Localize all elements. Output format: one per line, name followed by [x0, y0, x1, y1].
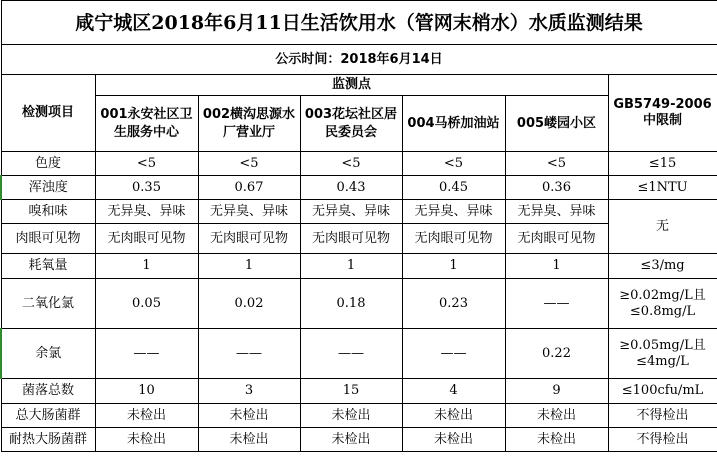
cell-limit: 不得检出: [608, 428, 717, 452]
row-item-label: 耐热大肠菌群: [1, 428, 95, 452]
row-item-label: 色度: [1, 152, 95, 176]
item-header: 检测项目: [1, 75, 95, 152]
cell-value: <5: [505, 152, 608, 176]
cell-value: <5: [95, 152, 198, 176]
table-row: [1, 379, 717, 404]
table-row: [1, 152, 717, 176]
cell-limit: 不得检出: [608, 404, 717, 428]
publish-time: 公示时间：2018年6月14日: [1, 45, 717, 75]
cell-value: 无肉眼可见物: [505, 224, 608, 254]
cell-value: 0.02: [198, 279, 300, 329]
cell-value: 无肉眼可见物: [198, 224, 300, 254]
row-item-label: 耗氧量: [1, 254, 95, 279]
cell-value: 未检出: [198, 428, 300, 452]
cell-value: 未检出: [505, 404, 608, 428]
row-item-label: 肉眼可见物: [1, 224, 95, 254]
table-row: [1, 279, 717, 329]
cell-value: ——: [505, 279, 608, 329]
cell-value: ——: [198, 329, 300, 379]
table-row: [1, 329, 717, 379]
row-item-label: 菌落总数: [1, 379, 95, 404]
cell-value: 无肉眼可见物: [402, 224, 505, 254]
cell-value: 3: [198, 379, 300, 404]
cell-value: 4: [402, 379, 505, 404]
cell-value: 0.36: [505, 176, 608, 200]
cell-value: 1: [198, 254, 300, 279]
site-header-2: 002横沟思源水厂营业厅: [198, 96, 300, 152]
cell-value: <5: [402, 152, 505, 176]
row-item-label: 浑浊度: [1, 176, 95, 200]
cell-value: 无异臭、异味: [198, 200, 300, 224]
cell-value: ——: [300, 329, 402, 379]
cell-limit: ≥0.05mg/L且≤4mg/L: [608, 329, 717, 379]
cell-value: 0.45: [402, 176, 505, 200]
cell-limit: ≥0.02mg/L且≤0.8mg/L: [608, 279, 717, 329]
cell-limit-merged: 无: [608, 200, 717, 254]
cell-value: 0.18: [300, 279, 402, 329]
row-item-label: 余氯: [1, 329, 95, 379]
cell-value: 1: [402, 254, 505, 279]
cell-value: 1: [300, 254, 402, 279]
table-row: [1, 428, 717, 452]
table-row: [1, 176, 717, 200]
cell-value: <5: [300, 152, 402, 176]
site-header-4: 004马桥加油站: [402, 96, 505, 152]
cell-value: 无肉眼可见物: [300, 224, 402, 254]
cell-value: 无肉眼可见物: [95, 224, 198, 254]
cell-value: 未检出: [402, 404, 505, 428]
cell-value: 未检出: [95, 404, 198, 428]
cell-value: 10: [95, 379, 198, 404]
cell-value: ——: [402, 329, 505, 379]
page-title: 咸宁城区2018年6月11日生活饮用水（管网末梢水）水质监测结果: [1, 1, 717, 45]
cell-value: 未检出: [198, 404, 300, 428]
cell-value: 未检出: [95, 428, 198, 452]
cell-value: 0.23: [402, 279, 505, 329]
cell-value: 0.67: [198, 176, 300, 200]
cell-value: 无异臭、异味: [300, 200, 402, 224]
cell-limit: ≤1NTU: [608, 176, 717, 200]
cell-value: <5: [198, 152, 300, 176]
table-row: [1, 254, 717, 279]
table-row: [1, 200, 717, 224]
cell-value: 未检出: [300, 428, 402, 452]
site-header-3: 003花坛社区居民委员会: [300, 96, 402, 152]
site-header-1: 001永安社区卫生服务中心: [95, 96, 198, 152]
cell-limit: ≤3/mg: [608, 254, 717, 279]
standard-header: GB5749-2006中限制: [608, 75, 717, 152]
site-group-header: 监测点: [95, 75, 608, 96]
cell-limit: ≤100cfu/mL: [608, 379, 717, 404]
cell-value: 0.05: [95, 279, 198, 329]
cell-limit: ≤15: [608, 152, 717, 176]
cell-value: 未检出: [505, 428, 608, 452]
row-item-label: 二氧化氯: [1, 279, 95, 329]
cell-value: ——: [95, 329, 198, 379]
cell-value: 0.35: [95, 176, 198, 200]
cell-value: 未检出: [300, 404, 402, 428]
cell-value: 1: [505, 254, 608, 279]
cell-value: 9: [505, 379, 608, 404]
cell-value: 无异臭、异味: [505, 200, 608, 224]
table-row: [1, 404, 717, 428]
cell-value: 0.43: [300, 176, 402, 200]
cell-value: 无异臭、异味: [402, 200, 505, 224]
cell-value: 0.22: [505, 329, 608, 379]
row-item-label: 总大肠菌群: [1, 404, 95, 428]
cell-value: 无异臭、异味: [95, 200, 198, 224]
row-item-label: 嗅和味: [1, 200, 95, 224]
cell-value: 未检出: [402, 428, 505, 452]
cell-value: 1: [95, 254, 198, 279]
cell-value: 15: [300, 379, 402, 404]
site-header-5: 005嵝园小区: [505, 96, 608, 152]
